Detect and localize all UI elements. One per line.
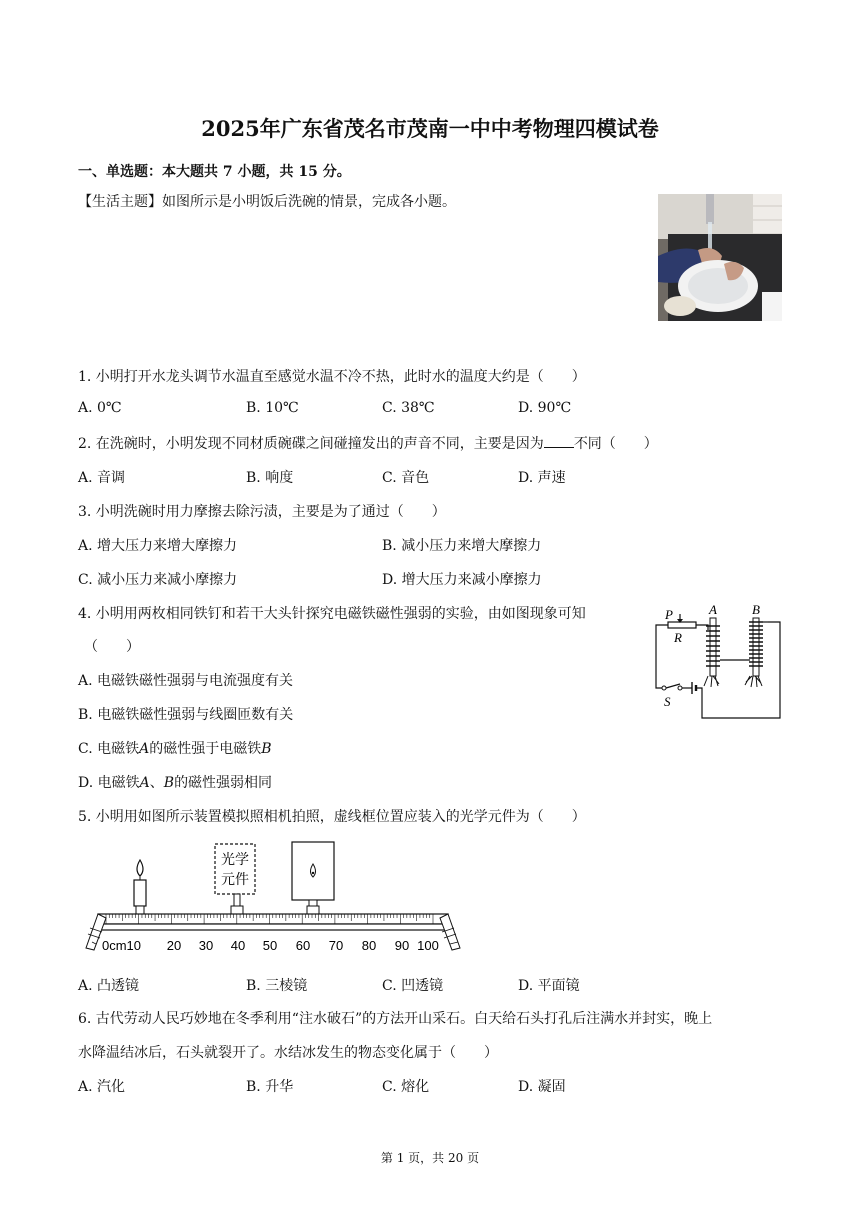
q2-option-b: B. 响度 [246,470,294,486]
q1-option-b: B. 10℃ [246,400,299,416]
q6-option-b: B. 升华 [246,1079,294,1095]
ruler-label-20: 20 [166,938,182,953]
q2-option-d: D. 声速 [518,470,566,486]
q4-option-c-var-b: B [261,741,272,757]
q5-option-c: C. 凹透镜 [382,978,444,994]
q2-answer-blank [544,435,574,448]
label-s: S [664,694,671,709]
q3-option-d: D. 增大压力来减小摩擦力 [382,572,542,588]
q3-stem: 3. 小明洗碗时用力摩擦去除污渍，主要是为了通过（ ） [78,504,446,520]
q6-option-a: A. 汽化 [78,1079,126,1095]
q4-stem-paren: （ ） [84,639,140,655]
q1-option-c: C. 38℃ [382,400,435,416]
q5-stem: 5. 小明用如图所示装置模拟照相机拍照，虚线框位置应装入的光学元件为（ ） [78,809,586,825]
optical-element-label-2: 元件 [221,871,249,887]
q1-stem: 1. 小明打开水龙头调节水温直至感觉水温不冷不热，此时水的温度大约是（ ） [78,369,586,385]
q4-option-d-sep: 、 [149,775,164,791]
q2-option-c: C. 音色 [382,470,430,486]
q3-option-c: C. 减小压力来减小摩擦力 [78,572,238,588]
q3-option-b: B. 减小压力来增大摩擦力 [382,538,542,554]
electromagnet-circuit-figure [650,600,785,725]
optical-bench-figure [76,838,468,958]
ruler-label-80: 80 [361,938,377,953]
ruler-label-30: 30 [198,938,214,953]
q4-option-d-pre: D. 电磁铁 [78,775,140,791]
q5-option-b: B. 三棱镜 [246,978,308,994]
q3-option-a: A. 增大压力来增大摩擦力 [78,538,238,554]
section-heading: 一、单选题：本大题共 7 小题，共 15 分。 [78,164,351,180]
q2-stem [78,433,658,453]
q4-option-d [78,772,272,792]
q6-option-d: D. 凝固 [518,1079,566,1095]
q2-stem-part2: 不同（ ） [573,436,658,452]
q2-option-a: A. 音调 [78,470,126,486]
q6-stem-line1: 6. 古代劳动人民巧妙地在冬季利用“注水破石”的方法开山采石。白天给石头打孔后注满水并封实，晚上 [78,1011,713,1027]
q4-option-c [78,738,272,758]
q6-stem-line2: 水降温结冰后，石头就裂开了。水结冰发生的物态变化属于（ ） [78,1045,498,1061]
label-b: B [752,602,760,617]
q4-option-c-pre: C. 电磁铁 [78,741,140,757]
ruler-label-90: 90 [394,938,410,953]
q4-option-c-var-a: A [139,741,150,757]
label-r: R [674,630,682,645]
q4-stem: 4. 小明用两枚相同铁钉和若干大头针探究电磁铁磁性强弱的实验，由如图现象可知 [78,606,586,622]
q5-option-a: A. 凸透镜 [78,978,140,994]
label-a: A [709,602,717,617]
q4-option-d-post: 的磁性强弱相同 [174,775,273,791]
ruler-label-60: 60 [295,938,311,953]
ruler-label-70: 70 [328,938,344,953]
q4-option-d-var-b: B [163,775,175,791]
page-footer: 第 1 页，共 20 页 [380,1151,480,1165]
page-title: 2025年广东省茂名市茂南一中中考物理四模试卷 [201,116,659,141]
label-p: P [665,607,673,622]
ruler-label-40: 40 [230,938,246,953]
q4-option-d-var-a: A [139,775,150,791]
q6-option-c: C. 熔化 [382,1079,430,1095]
ruler-label-100: 100 [417,938,439,953]
q2-stem-part1: 2. 在洗碗时，小明发现不同材质碗碟之间碰撞发出的声音不同，主要是因为 [78,436,544,452]
q1-option-a: A. 0℃ [78,400,122,416]
q1-option-d: D. 90℃ [518,400,572,416]
q4-option-a: A. 电磁铁磁性强弱与电流强度有关 [78,673,294,689]
dishwashing-photo [658,194,782,321]
ruler-label-0-10: 0cm10 [102,938,142,953]
optical-element-label-1: 光学 [221,851,249,867]
q4-option-c-mid: 的磁性强于电磁铁 [149,741,262,757]
theme-intro: 【生活主题】如图所示是小明饭后洗碗的情景，完成各小题。 [78,194,456,210]
q4-option-b: B. 电磁铁磁性强弱与线圈匝数有关 [78,707,294,723]
ruler-label-50: 50 [262,938,278,953]
q5-option-d: D. 平面镜 [518,978,580,994]
